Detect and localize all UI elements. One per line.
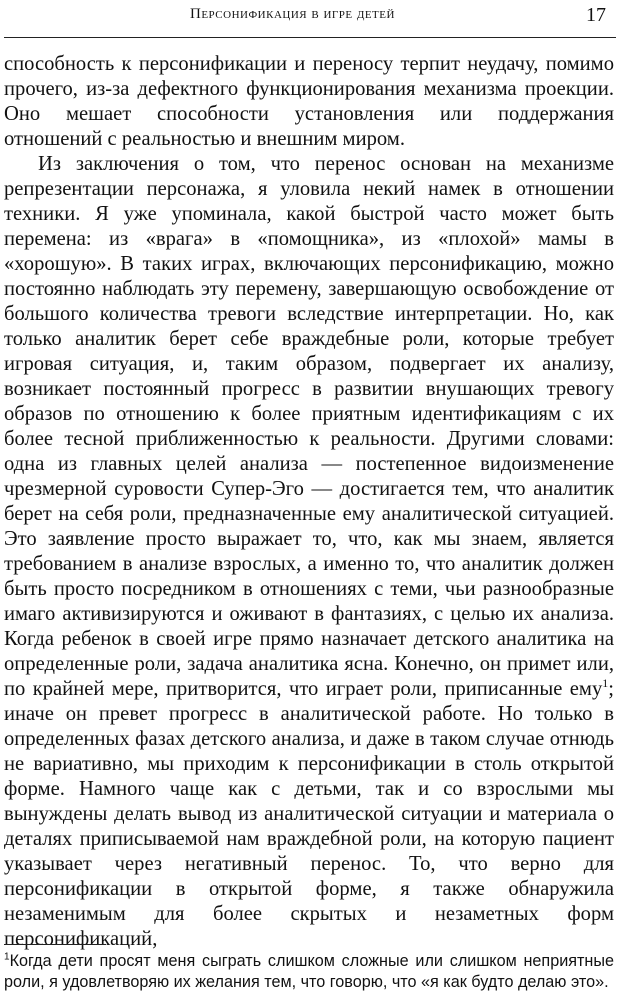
footnote-divider [4,944,106,945]
running-head [0,4,620,34]
footnote-marker: 1 [4,951,10,963]
running-title: Персонификация в игре детей [190,6,395,22]
paragraph-text: Из заключения о том, что перенос основан на механизме репрезентации персонажа, я уловила некий намек в отношении техники. Я уже упоминала, какой быстрой часто может быть перемена: из «врага» в «помощника», из «плохой» мамы в «хорошую». В таких играх, включающих персонификацию, можно постоянно наблюдать эту перемену, завершающую освобождение от большого количества тревоги вследствие интерпретации. Но, как только аналитик берет себе враждебные роли, которые требует игровая ситуация, и, таким образом, подвергает их анализу, возникает постоянный прогресс в развитии внушающих тревогу образов по отношению к более приятным идентификациям с их более тесной приближенностью к реальности. Другими словами: одна из главных целей анализа — постепенное видоизменение чрезмерной суровости Супер-Эго — достигается тем, что аналитик берет на себя роли, предназначенные ему аналитической ситуацией. Это заявление просто выражает то, что, как мы знаем, является требованием в анализе взрослых, а именно то, что аналитик должен быть просто посредником в отношениях с теми, чьи разнообразные имаго активизируются и оживают в фантазиях, с целью их анализа. Когда ребенок в своей игре прямо назначает детского аналитика на определенные роли, задача аналитика ясна. Конечно, он примет или, по крайней мере, притворится, что играет роли, приписанные ему [4,153,614,700]
paragraph [4,152,614,952]
paragraph: способность к персонификации и переносу терпит неудачу, помимо прочего, из-за дефектного функционирования механизма проекции. Оно мешает способности установления или поддержания отношений с реальностью и внешним миром. [4,53,614,150]
header-divider [4,37,616,38]
body-text [4,52,614,952]
page-number: 17 [586,4,606,26]
footnote-text: Когда дети просят меня сыграть слишком сложные или слишком неприятные роли, я удовлетворяю их желания тем, что говорю, что «я как будто делаю это». [4,952,614,991]
footnote-reference[interactable]: 1 [602,676,609,691]
paragraph-text: ; иначе он превет прогресс в аналитической работе. Но только в определенных фазах детского анализа, и даже в таком случае отнюдь не вариативно, мы приходим к персонификации в столь открытой форме. Намного чаще как с детьми, так и со взрослыми мы вынуждены делать вывод из аналитической ситуации и материала о деталях приписываемой нам враждебной роли, на которую пациент указывает через негативный перенос. То, что верно для персонификации в открытой форме, я также обнаружила незаменимым для более скрытых и незаметных форм персонификаций, [4,678,614,950]
footnote [4,951,614,993]
